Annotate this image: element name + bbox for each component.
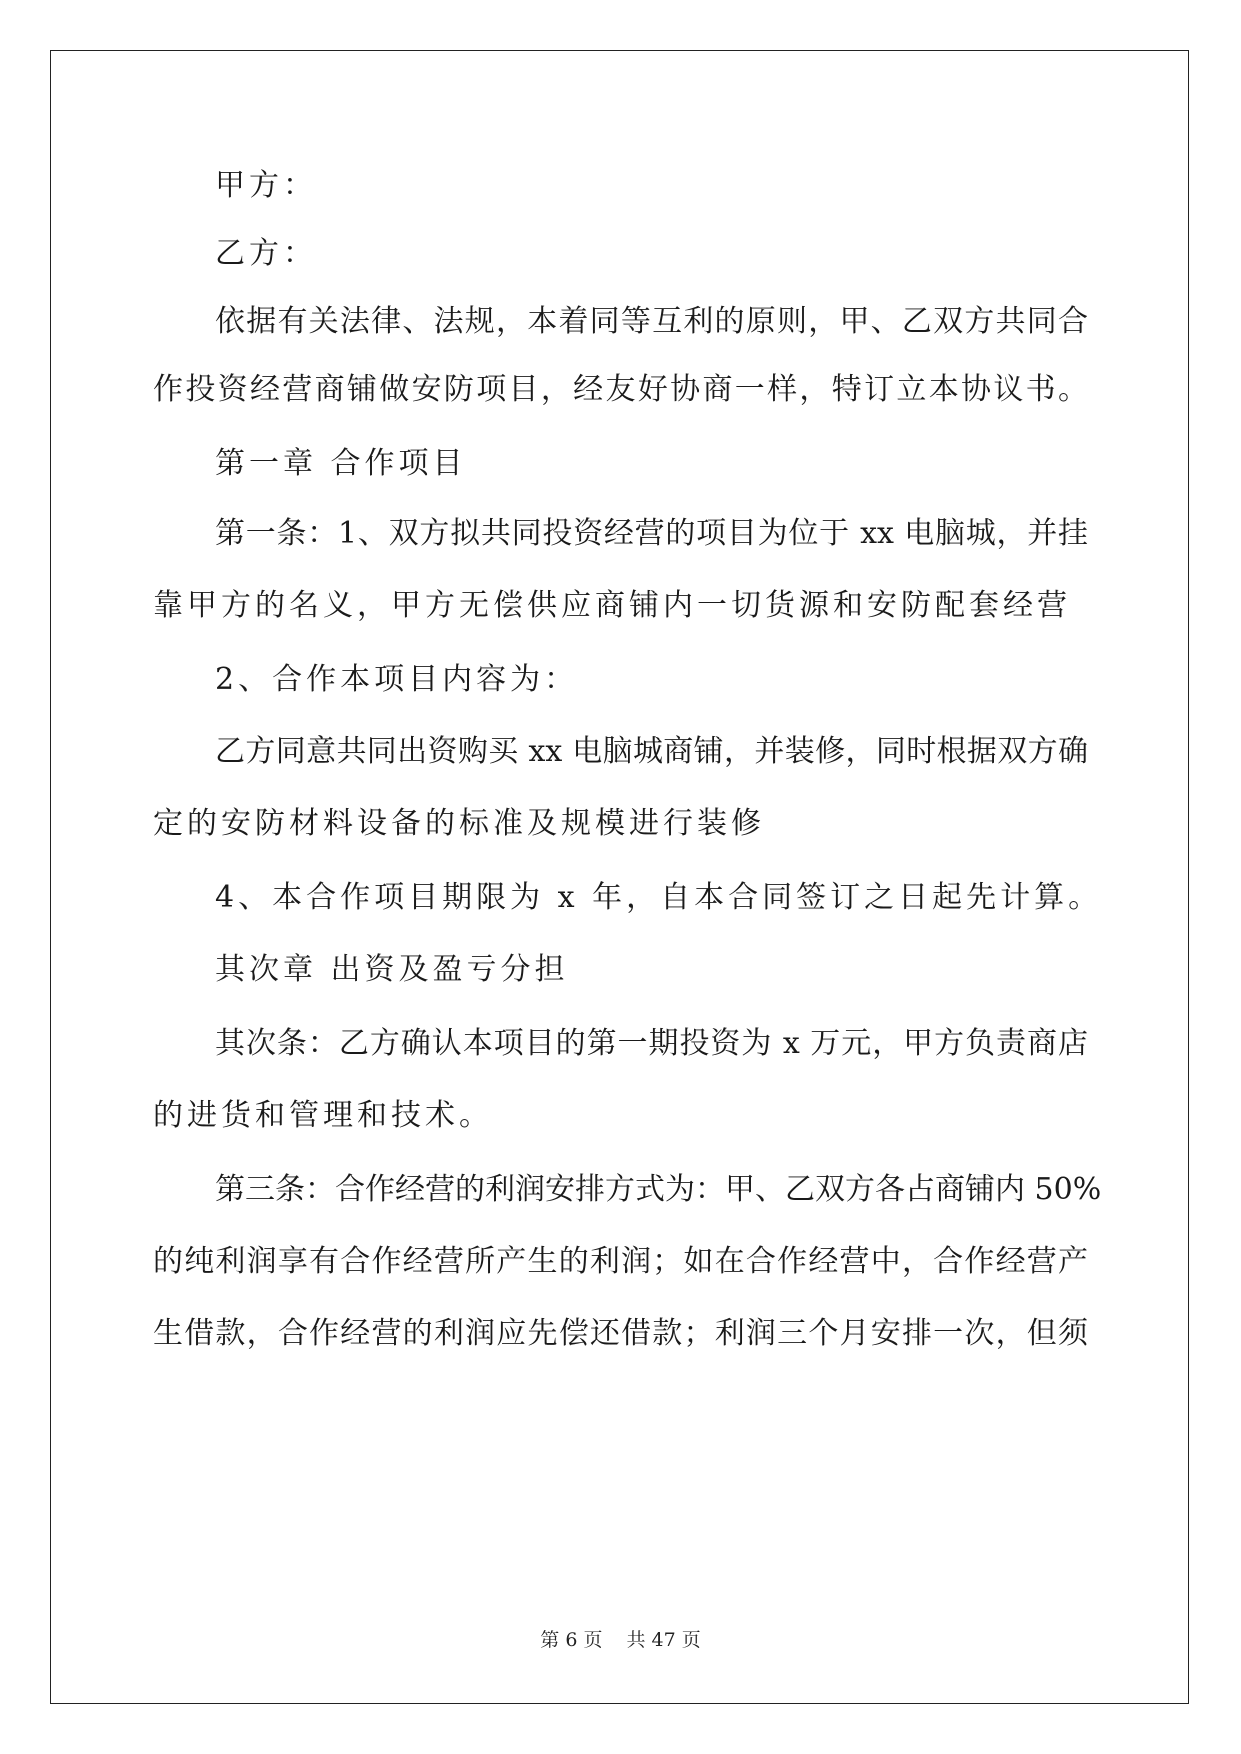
paragraph-line: 定的安防材料设备的标准及规模进行装修 [153, 806, 765, 841]
chapter-heading: 第一章 合作项目 [215, 446, 467, 481]
page-border [50, 50, 1189, 1704]
paragraph-line: 乙方同意共同出资购买 xx 电脑城商铺，并装修，同时根据双方确 [215, 734, 1088, 769]
party-b-label: 乙方： [215, 236, 317, 271]
paragraph-line: 第三条：合作经营的利润安排方式为：甲、乙双方各占商铺内 50% [215, 1172, 1102, 1207]
paragraph-line: 的纯利润享有合作经营所产生的利润；如在合作经营中，合作经营产 [153, 1244, 1088, 1279]
page-number: 第 6 页 [540, 1629, 603, 1651]
paragraph-line: 2、合作本项目内容为： [215, 662, 579, 697]
paragraph-line: 靠甲方的名义，甲方无偿供应商铺内一切货源和安防配套经营 [153, 588, 1071, 623]
paragraph-line: 依据有关法律、法规，本着同等互利的原则，甲、乙双方共同合 [215, 304, 1088, 339]
paragraph-line: 第一条：1、双方拟共同投资经营的项目为位于 xx 电脑城，并挂 [215, 516, 1088, 551]
paragraph-line: 其次条：乙方确认本项目的第一期投资为 x 万元，甲方负责商店 [215, 1026, 1088, 1061]
paragraph-line: 的进货和管理和技术。 [153, 1098, 493, 1133]
chapter-heading: 其次章 出资及盈亏分担 [215, 952, 569, 987]
paragraph-line: 4、本合作项目期限为 x 年，自本合同签订之日起先计算。 [215, 880, 1103, 915]
paragraph-line: 作投资经营商铺做安防项目，经友好协商一样，特订立本协议书。 [153, 372, 1088, 407]
paragraph-line: 生借款，合作经营的利润应先偿还借款；利润三个月安排一次，但须 [153, 1316, 1088, 1351]
party-a-label: 甲方： [215, 168, 317, 203]
page-footer [0, 1625, 1241, 1652]
page-total: 共 47 页 [626, 1629, 701, 1651]
